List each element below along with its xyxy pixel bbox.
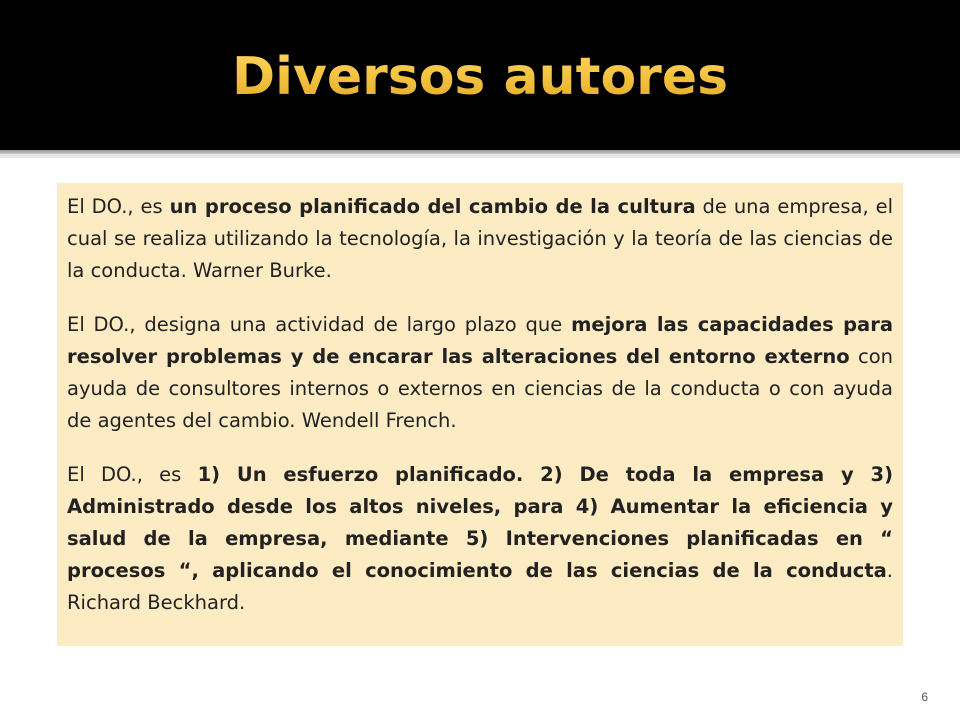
paragraph-run: de una empresa, el cual se realiza utilizando la tecnología, la investigación y la teoría de las ciencias de la conducta. Warner Burke. bbox=[67, 195, 893, 282]
paragraph-run-bold: 1) Un esfuerzo planificado. 2) De toda la empresa y 3) Administrado desde los altos niveles, para 4) Aumentar la eficiencia y salud de la empresa, mediante 5) Intervenciones planificadas en “ procesos “, aplicando el conocimiento de las ciencias de la conducta bbox=[67, 463, 893, 582]
paragraph-run-bold: mejora las capacidades para resolver problemas y de encarar las alteraciones del entorno externo bbox=[67, 313, 893, 368]
paragraph-beckhard bbox=[67, 459, 893, 619]
slide-title: Diversos autores bbox=[0, 42, 960, 112]
paragraph-french bbox=[67, 309, 893, 437]
paragraph-run: . Richard Beckhard. bbox=[67, 559, 893, 614]
paragraph-burke bbox=[67, 191, 893, 287]
paragraph-run: El DO., es bbox=[67, 195, 170, 218]
paragraph-run: con ayuda de consultores internos o externos en ciencias de la conducta o con ayuda de agentes del cambio. Wendell French. bbox=[67, 345, 893, 432]
paragraph-run-bold: un proceso planificado del cambio de la cultura bbox=[169, 195, 696, 218]
header-bar bbox=[0, 0, 960, 150]
page-number: 6 bbox=[921, 690, 928, 704]
header-divider-highlight bbox=[0, 154, 960, 158]
content-box bbox=[57, 183, 903, 646]
paragraph-run: El DO., designa una actividad de largo plazo que bbox=[67, 313, 572, 336]
paragraph-run: El DO., es bbox=[67, 463, 198, 486]
